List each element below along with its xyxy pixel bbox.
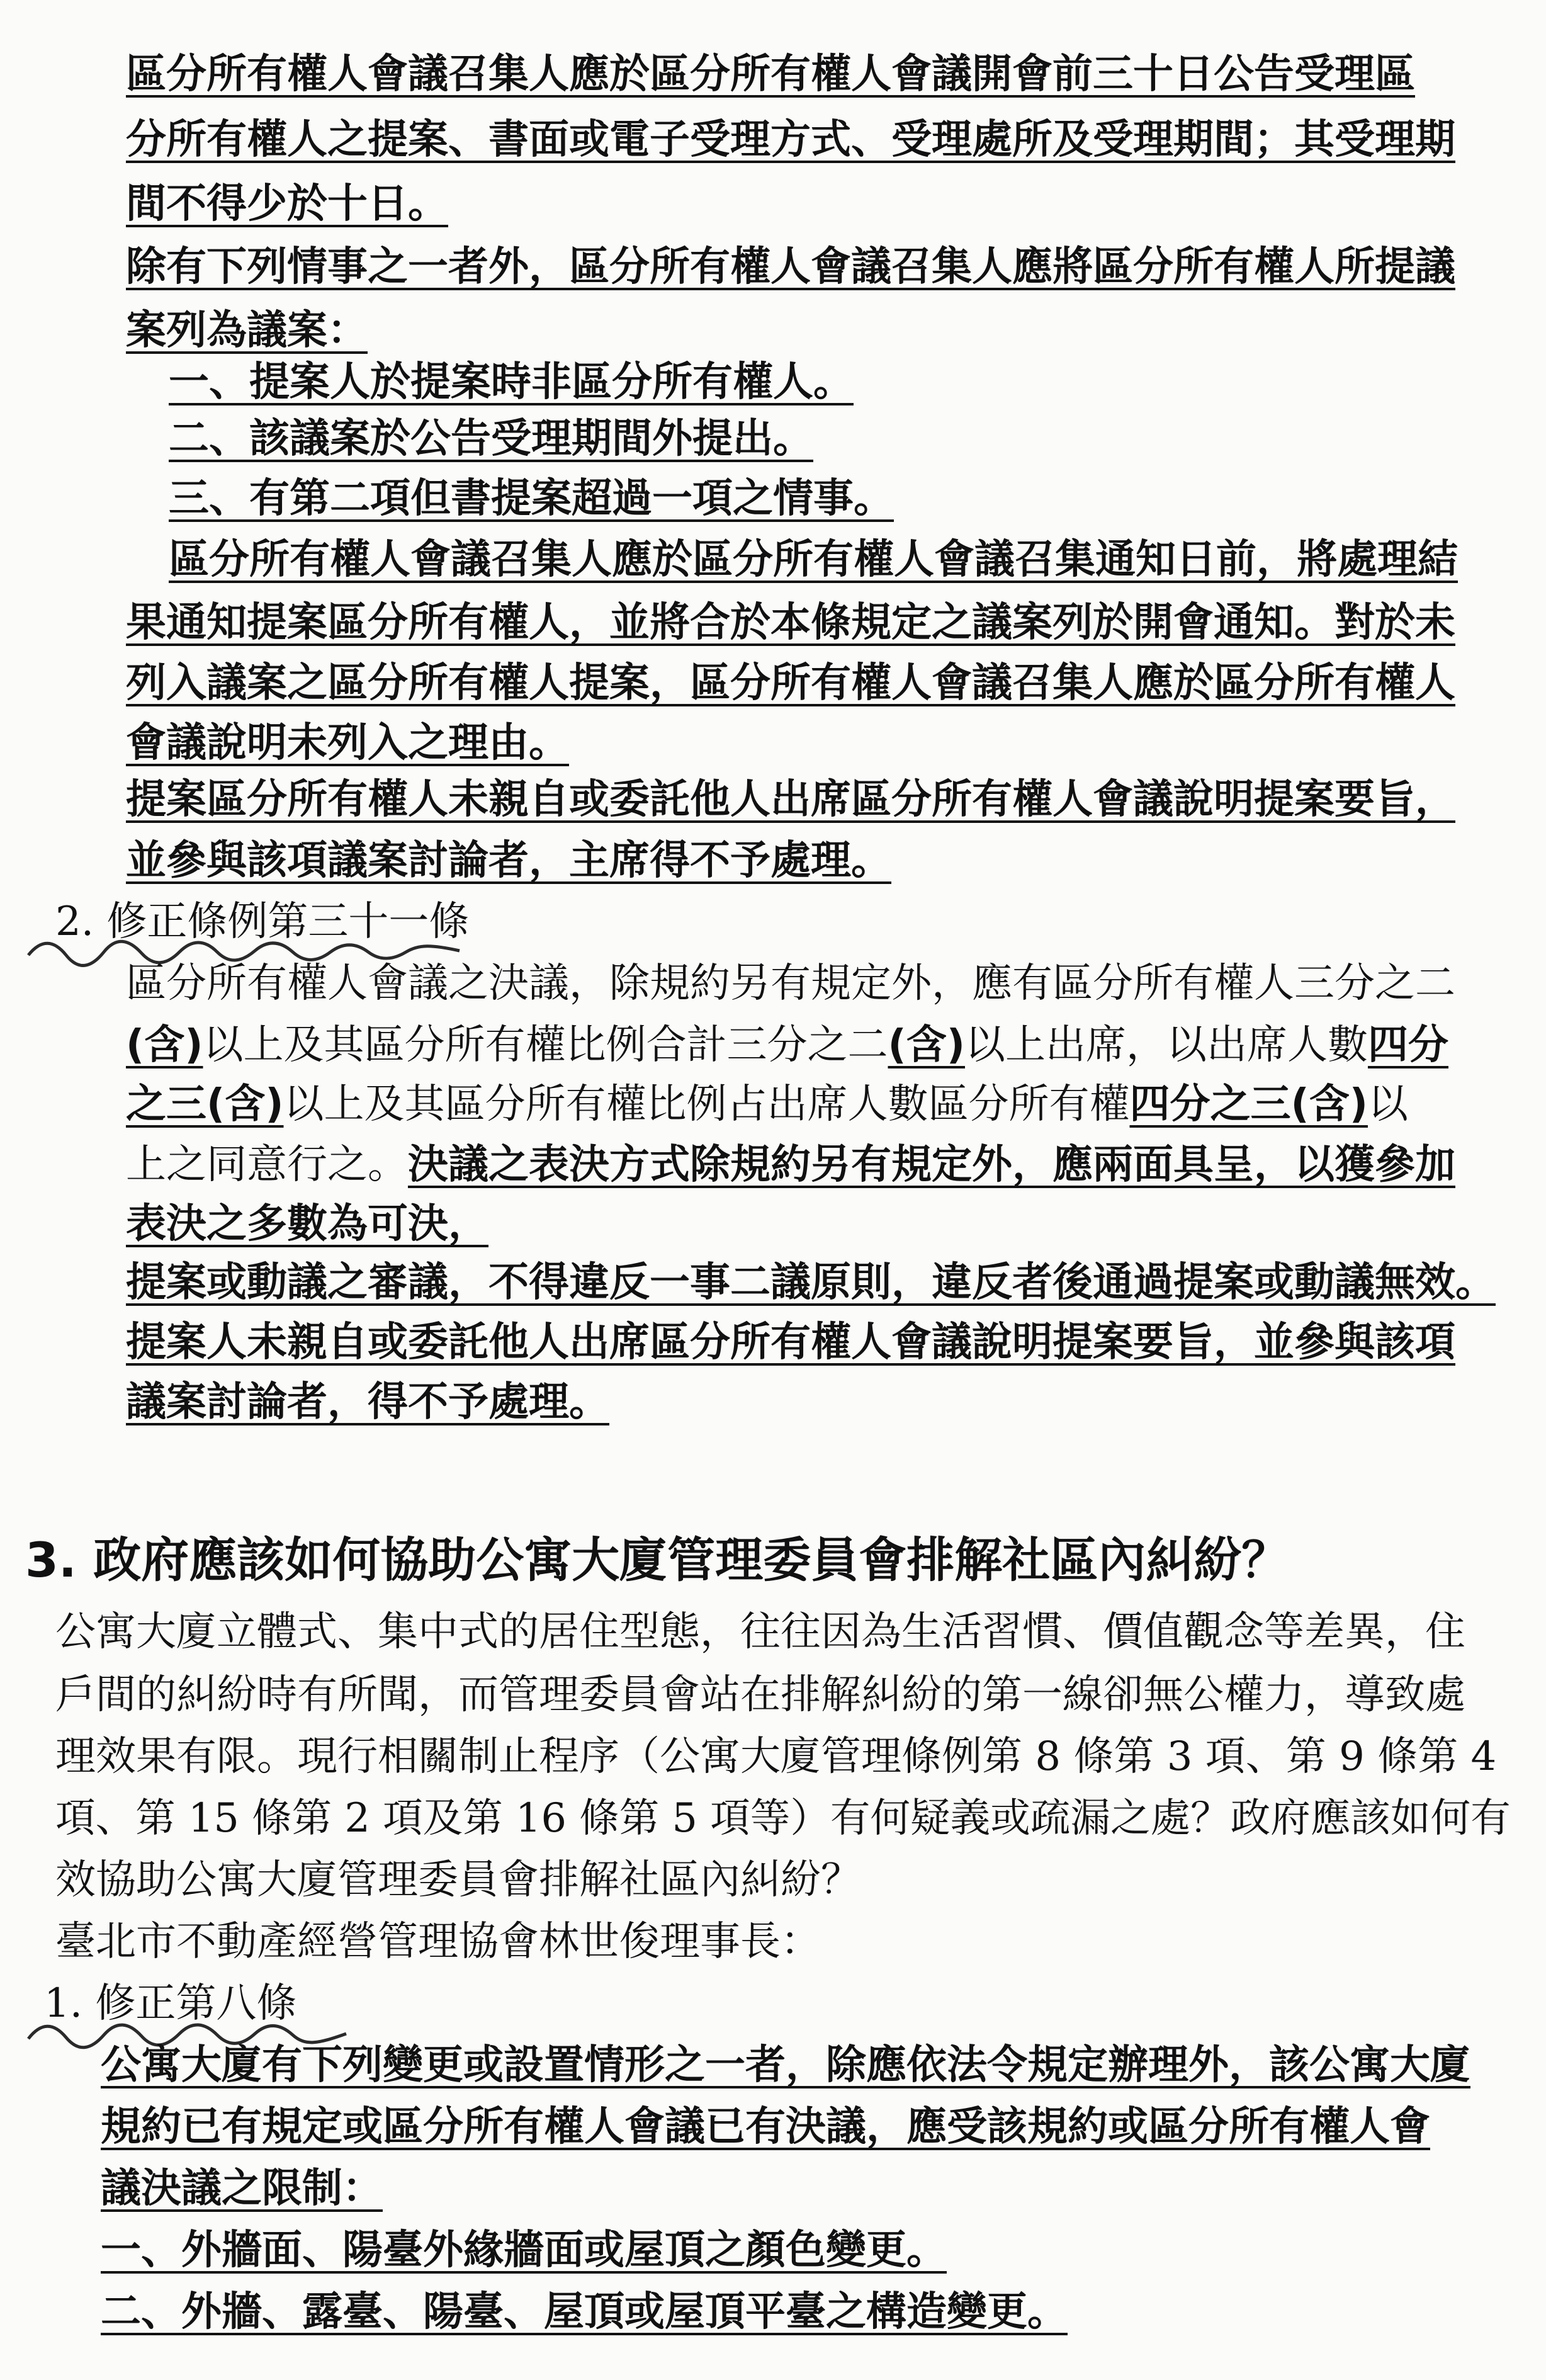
- text-line: 提案區分所有權人未親自或委託他人出席區分所有權人會議說明提案要旨，: [126, 776, 1455, 823]
- text-line: 規約已有規定或區分所有權人會議已有決議，應受該規約或區分所有權人會: [101, 2104, 1430, 2150]
- list-item: 二、外牆、露臺、陽臺、屋頂或屋頂平臺之構造變更。: [101, 2289, 1068, 2335]
- text-line: 區分所有權人會議之決議，除規約另有規定外，應有區分所有權人三分之二: [126, 960, 1455, 1007]
- text-line: 項、第 15 條第 2 項及第 16 條第 5 項等）有何疑義或疏漏之處？政府應該如何有: [55, 1794, 1511, 1841]
- text-line: 議決議之限制：: [101, 2165, 383, 2212]
- speaker-line: 臺北市不動產經營管理協會林世俊理事長：: [55, 1918, 821, 1965]
- text-line: 分所有權人之提案、書面或電子受理方式、受理處所及受理期間；其受理期: [126, 116, 1455, 163]
- text-line: 除有下列情事之一者外，區分所有權人會議召集人應將區分所有權人所提議: [126, 244, 1455, 290]
- emphasis: 之三(含): [126, 1081, 284, 1128]
- text-line: 會議說明未列入之理由。: [126, 720, 569, 766]
- plain-text: 以上及其區分所有權比例占出席人數區分所有權: [283, 1081, 1130, 1128]
- text-line: 效協助公寓大廈管理委員會排解社區內糾紛？: [55, 1857, 861, 1903]
- list-item: 二、該議案於公告受理期間外提出。: [169, 416, 813, 462]
- emphasis: 決議之表決方式除規約另有規定外，應兩面具呈，以獲參加: [408, 1142, 1455, 1188]
- text-line: 區分所有權人會議召集人應於區分所有權人會議開會前三十日公告受理區: [126, 51, 1415, 98]
- plain-text: 以: [1368, 1081, 1408, 1128]
- list-item: 一、外牆面、陽臺外緣牆面或屋頂之顏色變更。: [101, 2227, 947, 2274]
- plain-text: 以上出席，以出席人數: [965, 1022, 1368, 1068]
- emphasis: 四分: [1368, 1022, 1448, 1068]
- text-line: 案列為議案：: [126, 307, 368, 354]
- emphasis: (含): [126, 1022, 203, 1068]
- emphasis: 四分之三(含): [1129, 1081, 1368, 1128]
- text-line: 果通知提案區分所有權人，並將合於本條規定之議案列於開會通知。對於未: [126, 599, 1455, 646]
- list-item: 三、有第二項但書提案超過一項之情事。: [169, 475, 894, 522]
- plain-text: 以上及其區分所有權比例合計三分之二: [203, 1022, 888, 1068]
- plain-text: 上之同意行之。: [126, 1142, 408, 1188]
- text-line-mixed: [126, 1022, 1448, 1068]
- emphasis: (含): [888, 1022, 965, 1068]
- text-line-mixed: [126, 1081, 1408, 1128]
- text-line: 戶間的糾紛時有所聞，而管理委員會站在排解糾紛的第一線卻無公權力，導致處: [55, 1672, 1465, 1718]
- text-line: 間不得少於十日。: [126, 181, 448, 227]
- list-item: 一、提案人於提案時非區分所有權人。: [169, 359, 854, 405]
- item-heading: 1. 修正第八條: [44, 1980, 297, 2027]
- text-line: 理效果有限。現行相關制止程序（公寓大廈管理條例第 8 條第 3 項、第 9 條第 4: [55, 1733, 1497, 1780]
- text-line: 公寓大廈立體式、集中式的居住型態，往往因為生活習慣、價值觀念等差異，住: [55, 1609, 1465, 1655]
- text-line: 並參與該項議案討論者，主席得不予處理。: [126, 837, 891, 884]
- text-line: 區分所有權人會議召集人應於區分所有權人會議召集通知日前，將處理結: [169, 536, 1458, 583]
- text-line: 提案人未親自或委託他人出席區分所有權人會議說明提案要旨，並參與該項: [126, 1319, 1455, 1366]
- section-heading: 3. 政府應該如何協助公寓大廈管理委員會排解社區內糾紛？: [25, 1532, 1290, 1588]
- text-line: 提案或動議之審議，不得違反一事二議原則，違反者後通過提案或動議無效。: [126, 1259, 1496, 1306]
- text-line-mixed: [126, 1142, 1455, 1188]
- text-line: 公寓大廈有下列變更或設置情形之一者，除應依法令規定辦理外，該公寓大廈: [101, 2042, 1470, 2088]
- text-line: 表決之多數為可決，: [126, 1201, 488, 1247]
- text-line: 議案討論者，得不予處理。: [126, 1379, 609, 1425]
- item-heading: 2. 修正條例第三十一條: [55, 898, 470, 945]
- text-line: 列入議案之區分所有權人提案，區分所有權人會議召集人應於區分所有權人: [126, 660, 1455, 706]
